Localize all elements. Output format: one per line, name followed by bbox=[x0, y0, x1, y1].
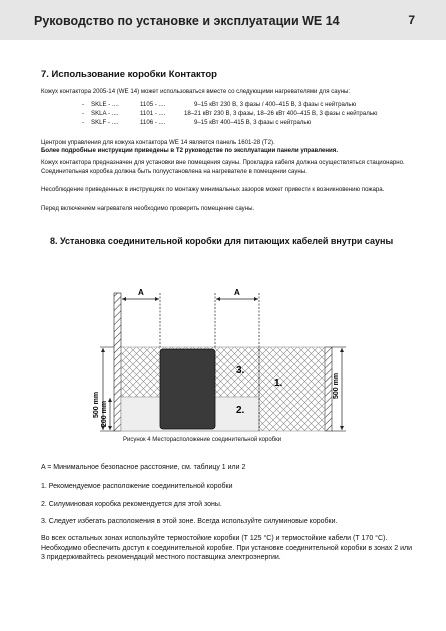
heater-model: SKLE - .... bbox=[91, 101, 119, 108]
para-more-info: Более подробные инструкции приведены в Т2 руководстве по эксплуатации панели управления. bbox=[41, 147, 339, 154]
heater bbox=[160, 349, 215, 429]
zone-2-label: 2. bbox=[236, 405, 245, 416]
heater-desc: 18–21 кВт 230 В, 3 фазы, 18–26 кВт 400–415 В, 3 фазы с нейтралью bbox=[184, 110, 378, 117]
para-installation: Кожух контактора предназначен для установки вне помещения сауны. Прокладка кабеля должна осуществляться стационарно. Соединительная коробка должна быть полуустановлена на нагревателе в помещении сауны. bbox=[41, 159, 405, 175]
label-200: 200 mm bbox=[101, 400, 108, 428]
list-dash: - bbox=[82, 101, 85, 108]
section-8-heading: 8. Установка соединительной коробки для питающих кабелей внутри сауны bbox=[50, 236, 394, 246]
label-a-right: A bbox=[234, 288, 240, 297]
right-wall bbox=[325, 347, 332, 431]
label-500-right: 500 mm bbox=[333, 372, 340, 400]
page-number: 7 bbox=[408, 13, 415, 27]
para-fire-warning: Несоблюдение приведенных в инструкциях по монтажу минимальных зазоров может привести к возникновению пожара. bbox=[41, 186, 385, 193]
left-wall bbox=[114, 293, 121, 431]
label-500-left: 500 mm bbox=[93, 391, 100, 419]
zone-1-area bbox=[259, 347, 325, 431]
heater-desc: 9–15 кВт 400–415 В, 3 фазы с нейтралью bbox=[194, 119, 312, 126]
note-item-2: 2. Силуминовая коробка рекомендуется для этой зоны. bbox=[41, 501, 222, 508]
list-dash: - bbox=[82, 110, 85, 117]
heater-model: SKLF - .... bbox=[91, 119, 119, 126]
section-7-intro: Кожух контактора 2005-14 (WE 14) может использоваться вместе со следующими нагревателями для сауны: bbox=[41, 88, 351, 95]
document-title: Руководство по установке и эксплуатации WE 14 bbox=[34, 14, 340, 28]
final-paragraph: Во всех остальных зонах используйте термостойкие коробки (Т 125 °C) и термостойкие кабели (Т 170 °C). Необходимо обеспечить доступ к соединительной коробке. При установке соединительной коробки в зонах 2 или 3 придерживайтесь рекомендаций местного поставщика электроэнергии. bbox=[41, 535, 412, 562]
heater-code: 1106 - .... bbox=[140, 119, 166, 126]
section-7-heading: 7. Использование коробки Контактор bbox=[41, 69, 217, 80]
heater-desc: 9–15 кВт 230 В, 3 фазы / 400–415 В, 3 фазы с нейтралью bbox=[194, 101, 357, 108]
label-a-left: A bbox=[138, 288, 144, 297]
note-item-1: 1. Рекомендуемое расположение соединительной коробки bbox=[41, 483, 233, 490]
zone-1-label: 1. bbox=[274, 378, 283, 389]
note-item-3: 3. Следует избегать расположения в этой зоне. Всегда используйте силуминовые коробки. bbox=[41, 518, 338, 525]
zone-3-label: 3. bbox=[236, 365, 245, 376]
heater-code: 1101 - .... bbox=[140, 110, 166, 117]
para-control-center: Центром управления для кожуха контактора WE 14 является панель 1601-28 (T2). bbox=[41, 139, 275, 146]
figure-caption: Рисунок 4 Месторасположение соединительной коробки bbox=[123, 437, 282, 443]
para-check-room: Перед включением нагревателя необходимо проверить помещение сауны. bbox=[41, 205, 255, 212]
a-definition: A = Минимальное безопасное расстояние, см. таблицу 1 или 2 bbox=[41, 464, 246, 471]
heater-model: SKLA - .... bbox=[91, 110, 119, 117]
list-dash: - bbox=[82, 119, 85, 126]
heater-code: 1105 - .... bbox=[140, 101, 166, 108]
